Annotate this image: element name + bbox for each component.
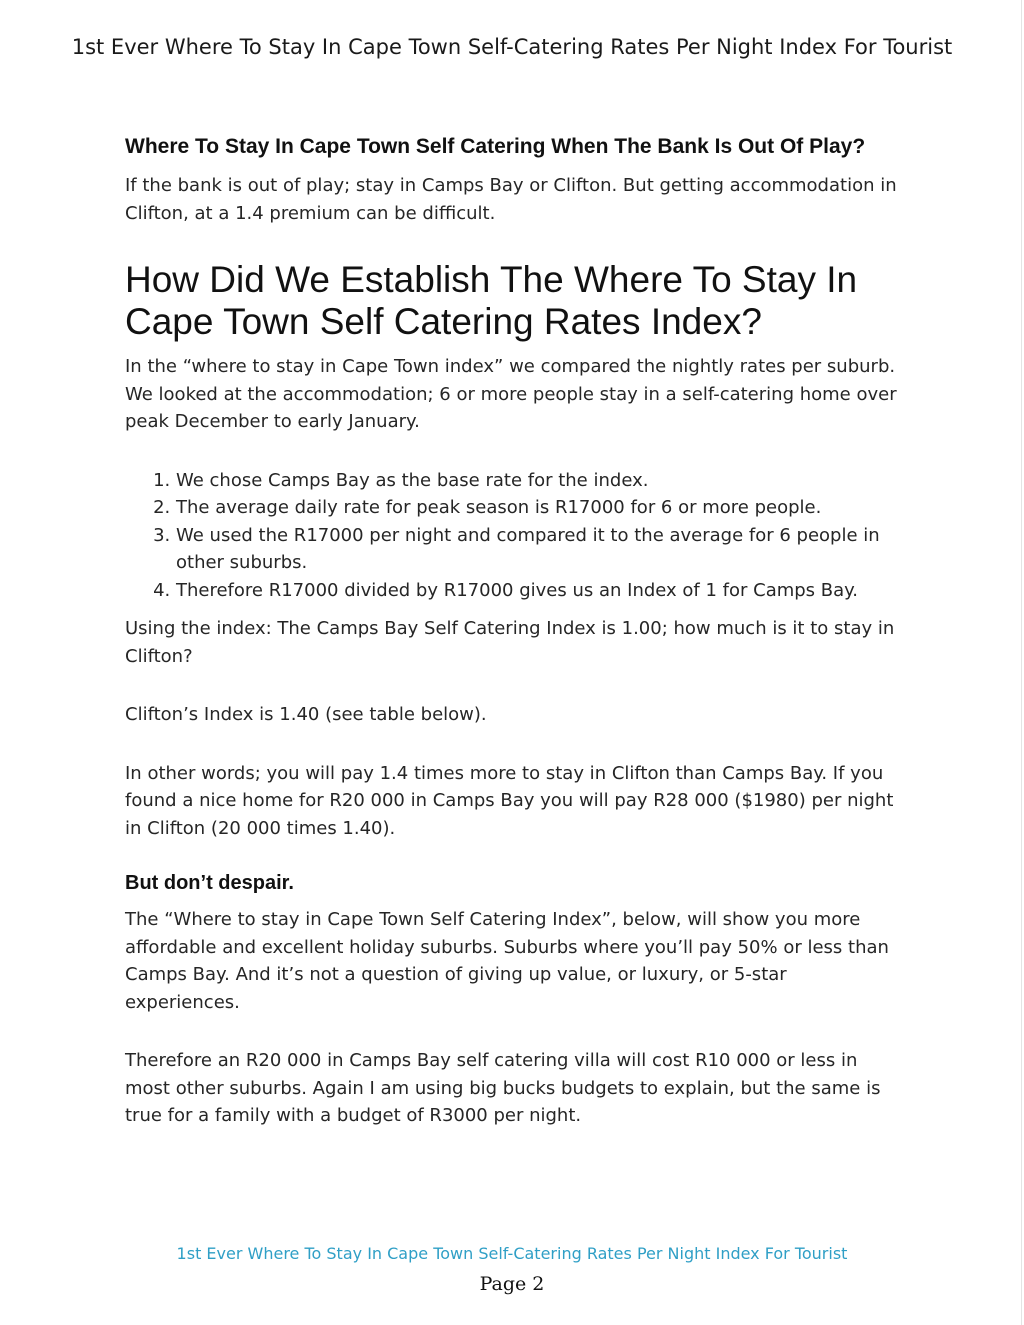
paragraph-bank: If the bank is out of play; stay in Camps Bay or Clifton. But getting accommodation in Clifton, at a 1.4 premium can be difficult.: [125, 175, 897, 224]
section-heading-index: How Did We Establish The Where To Stay In Cape Town Self Catering Rates Index?: [125, 259, 858, 342]
paragraph-clifton-index: Clifton’s Index is 1.40 (see table below).: [125, 704, 487, 725]
page-header-title: 1st Ever Where To Stay In Cape Town Self-Catering Rates Per Night Index For Tourist: [71, 35, 953, 59]
footer-title-link[interactable]: 1st Ever Where To Stay In Cape Town Self-Catering Rates Per Night Index For Tourist: [176, 1244, 848, 1263]
paragraph-budget: Therefore an R20 000 in Camps Bay self catering villa will cost R10 000 or less in most other suburbs. Again I am using big bucks budgets to explain, but the same is true for a family with a budget of R3000 per night.: [125, 1050, 881, 1126]
steps-list: [125, 467, 901, 605]
page-number: Page 2: [479, 1273, 545, 1295]
list-item: 2. The average daily rate for peak season is R17000 for 6 or more people.: [176, 494, 901, 522]
document-body: [125, 133, 901, 1130]
list-item: 3. We used the R17000 per night and compared it to the average for 6 people in other suburbs.: [176, 522, 901, 577]
paragraph-other-words: In other words; you will pay 1.4 times more to stay in Clifton than Camps Bay. If you found a nice home for R20 000 in Camps Bay you will pay R28 000 ($1980) per night in Clifton (20 000 times 1.40).: [125, 762, 894, 839]
page-edge-rule: [1021, 0, 1022, 1325]
paragraph-intro: In the “where to stay in Cape Town index” we compared the nightly rates per suburb. We looked at the accommodation; 6 or more people stay in a self-catering home over peak December to early January.: [125, 356, 897, 432]
paragraph-affordable: The “Where to stay in Cape Town Self Catering Index”, below, will show you more affordable and excellent holiday suburbs. Suburbs where you’ll pay 50% or less than Camps Bay. And it’s not a question of giving up value, or luxury, or 5-star experiences.: [125, 909, 889, 1013]
list-item: 1. We chose Camps Bay as the base rate for the index.: [176, 467, 901, 495]
section-heading-bank: Where To Stay In Cape Town Self Catering When The Bank Is Out Of Play?: [125, 135, 866, 158]
list-item: 4. Therefore R17000 divided by R17000 gives us an Index of 1 for Camps Bay.: [176, 577, 901, 605]
section-heading-despair: But don’t despair.: [125, 872, 294, 894]
paragraph-using-index: Using the index: The Camps Bay Self Catering Index is 1.00; how much is it to stay in Clifton?: [125, 618, 895, 667]
